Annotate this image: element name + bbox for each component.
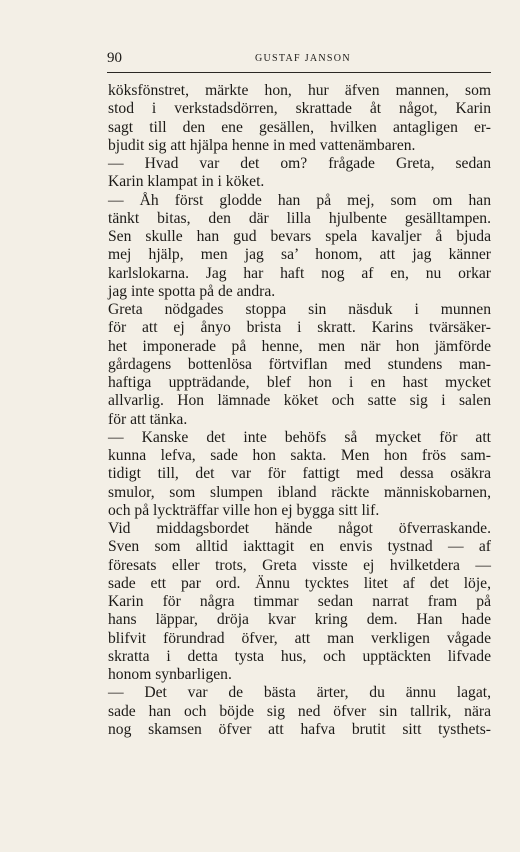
text-line: karlslokarna. Jag har haft nog af en, nu orkar <box>108 264 491 282</box>
text-line: bjudit sig att hjälpa henne in med vattenämbaren. <box>108 136 416 154</box>
text-line: Sven som alltid iakttagit en envis tystnad — af <box>108 538 491 556</box>
text-line: Sen skulle han gud bevars spela kavaljer å bjuda <box>108 228 491 245</box>
text-line: het imponerade på henne, men när hon jämförde <box>108 337 491 355</box>
text-line: haftiga uppträdande, blef hon i en hast mycket <box>108 374 491 391</box>
text-line: smulor, som slumpen ibland räckte människobarnen, <box>108 483 491 501</box>
text-line: Karin för några timmar sedan narrat fram på <box>108 593 491 610</box>
text-line: stod i verkstadsdörren, skrattade åt något, Karin <box>108 100 491 118</box>
text-line: för att ej ånyo brista i skratt. Karins tvärsäker- <box>108 319 491 337</box>
text-line: tidigt till, det var för fattigt med dessa osäkra <box>108 465 491 483</box>
text-line: nog skamsen öfver att hafva brutit sitt tysthets- <box>108 720 491 738</box>
text-line: — Det var de bästa ärter, du ännu lagat, <box>108 684 491 702</box>
text-line: honom synbarligen. <box>108 666 232 683</box>
text-line: för att tänka. <box>108 410 188 428</box>
text-line: sade han och böjde sig ned öfver sin tallrik, nära <box>108 702 491 720</box>
running-head: GUSTAF JANSON <box>255 53 351 64</box>
text-line: köksfönstret, märkte hon, hur äfven mannen, som <box>108 82 491 99</box>
text-line: skratta i detta tysta hus, och upptäckten lifvade <box>108 647 491 665</box>
text-line: blifvit förundrad öfver, att man verkligen vågade <box>108 629 491 647</box>
text-line: Vid middagsbordet hände något öfverraskande. <box>108 520 491 537</box>
text-line: jag inte spotta på de andra. <box>108 282 276 300</box>
text-line: föresats eller trots, Greta visste ej hvilketdera — <box>108 556 491 574</box>
text-line: gårdagens bottenlösa förtviflan med stundens man- <box>108 355 491 373</box>
text-line: allvarlig. Hon lämnade köket och satte sig i salen <box>108 392 491 410</box>
text-line: hans läppar, dröja kvar kring dem. Han hade <box>108 611 491 629</box>
text-line: mej hjälp, men jag sa’ honom, att jag känner <box>108 246 491 264</box>
text-line: tänkt bitas, den där lilla hjulbente gesälltampen. <box>108 209 491 227</box>
text-line: Greta nödgades stoppa sin näsduk i munnen <box>108 301 491 318</box>
body-text <box>108 82 491 739</box>
text-line: Karin klampat in i köket. <box>108 173 265 191</box>
page-header <box>107 50 491 70</box>
text-line: — Åh först glodde han på mej, som om han <box>108 191 491 209</box>
text-line: kunna lefva, sade hon sakta. Men hon frös sam- <box>108 447 491 464</box>
text-line: — Hvad var det om? frågade Greta, sedan <box>108 155 491 172</box>
text-line: och på lyckträffar ville hon ej bygga sitt lif. <box>108 501 380 519</box>
text-line: — Kanske det inte behöfs så mycket för att <box>108 428 491 446</box>
text-line: sagt till den ene gesällen, hvilken antagligen er- <box>108 118 491 136</box>
page-number: 90 <box>107 50 122 66</box>
header-rule <box>107 72 491 73</box>
text-line: sade ett par ord. Ännu tycktes litet af det löje, <box>108 574 491 592</box>
